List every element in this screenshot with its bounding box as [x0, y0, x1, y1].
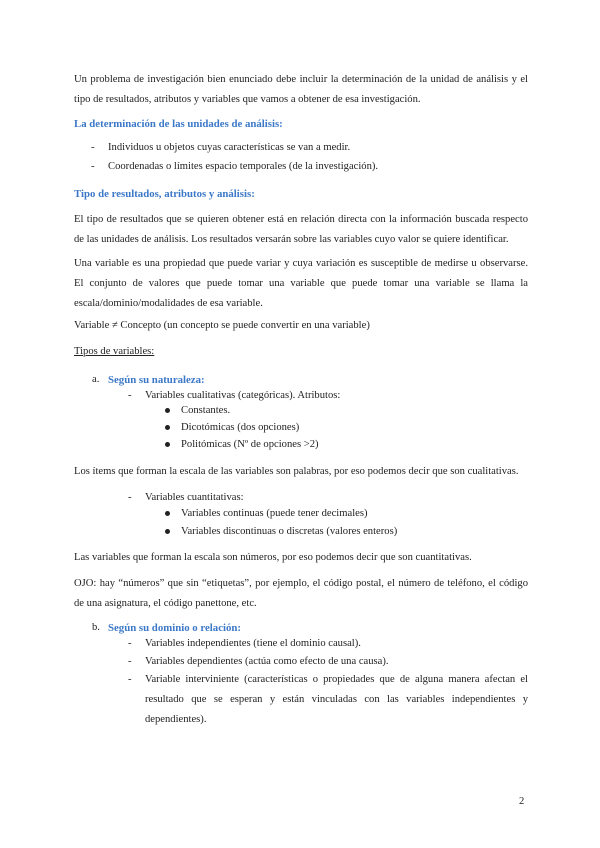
dash-bullet: - [91, 142, 95, 153]
subheading-domain: Según su dominio o relación: [108, 622, 241, 634]
paragraph-variable-concept: Variable ≠ Concepto (un concepto se puede convertir en una variable) [74, 320, 370, 331]
paragraph-quantitative-note: Las variables que forman la escala son números, por eso podemos decir que son cuantitativas. [74, 552, 472, 563]
dash-bullet: - [128, 656, 132, 667]
paragraph-ojo: OJO: hay “números” que sin “etiquetas”, por ejemplo, el código postal, el número de teléfono, el código de una asignatura, el código panettone, etc. [74, 578, 528, 609]
list-item: Politómicas (Nº de opciones >2) [181, 439, 319, 450]
bullet-dot [165, 425, 170, 430]
list-item-qualitative: Variables cualitativas (categóricas). Atributos: [145, 390, 341, 401]
dash-bullet: - [128, 390, 132, 401]
dash-bullet: - [128, 638, 132, 649]
bullet-dot [165, 408, 170, 413]
list-item: Variables discontinuas o discretas (valores enteros) [181, 526, 398, 537]
section-heading-units: La determinación de las unidades de análisis: [74, 118, 283, 130]
paragraph-variable-definition: Una variable es una propiedad que puede variar y cuya variación es susceptible de medirse u observarse. El conjunto de valores que puede tomar una variable que puede tomar una variable se llama la escala/dominio/modalidades de esa variable. [74, 258, 528, 309]
page-number: 2 [519, 796, 525, 807]
list-item: Variables continuas (puede tener decimales) [181, 508, 368, 519]
list-item: Individuos u objetos cuyas características se van a medir. [108, 142, 351, 153]
paragraph-qualitative-note: Los ítems que forman la escala de las variables son palabras, por eso podemos decir que son cualitativas. [74, 466, 519, 477]
types-heading: Tipos de variables: [74, 346, 155, 357]
intro-paragraph: Un problema de investigación bien enunciado debe incluir la determinación de la unidad de análisis y el tipo de resultados, atributos y variables que vamos a obtener de esa investigación. [74, 74, 528, 105]
list-item: Dicotómicas (dos opciones) [181, 422, 300, 433]
subheading-nature: Según su naturaleza: [108, 374, 205, 386]
dash-bullet: - [128, 674, 132, 685]
dash-bullet: - [91, 161, 95, 172]
list-item: Constantes. [181, 405, 231, 416]
dash-bullet: - [128, 492, 132, 503]
paragraph-results: El tipo de resultados que se quieren obtener está en relación directa con la información buscada respecto de las unidades de análisis. Los resultados versarán sobre las variables cuyo valor se quiere identificar. [74, 214, 528, 245]
bullet-dot [165, 529, 170, 534]
list-item: Coordenadas o límites espacio temporales (de la investigación). [108, 161, 379, 172]
bullet-dot [165, 511, 170, 516]
section-heading-results: Tipo de resultados, atributos y análisis: [74, 188, 255, 200]
list-item: Variables dependientes (actúa como efecto de una causa). [145, 656, 389, 667]
list-item: Variable interviniente (características o propiedades que de alguna manera afectan el resultado que se esperan y están vinculadas con las variables independientes y dependientes). [145, 674, 528, 725]
list-item-quantitative: Variables cuantitativas: [145, 492, 244, 503]
bullet-dot [165, 442, 170, 447]
list-letter-a: a. [92, 374, 100, 385]
list-letter-b: b. [92, 622, 100, 633]
list-item: Variables independientes (tiene el dominio causal). [145, 638, 361, 649]
